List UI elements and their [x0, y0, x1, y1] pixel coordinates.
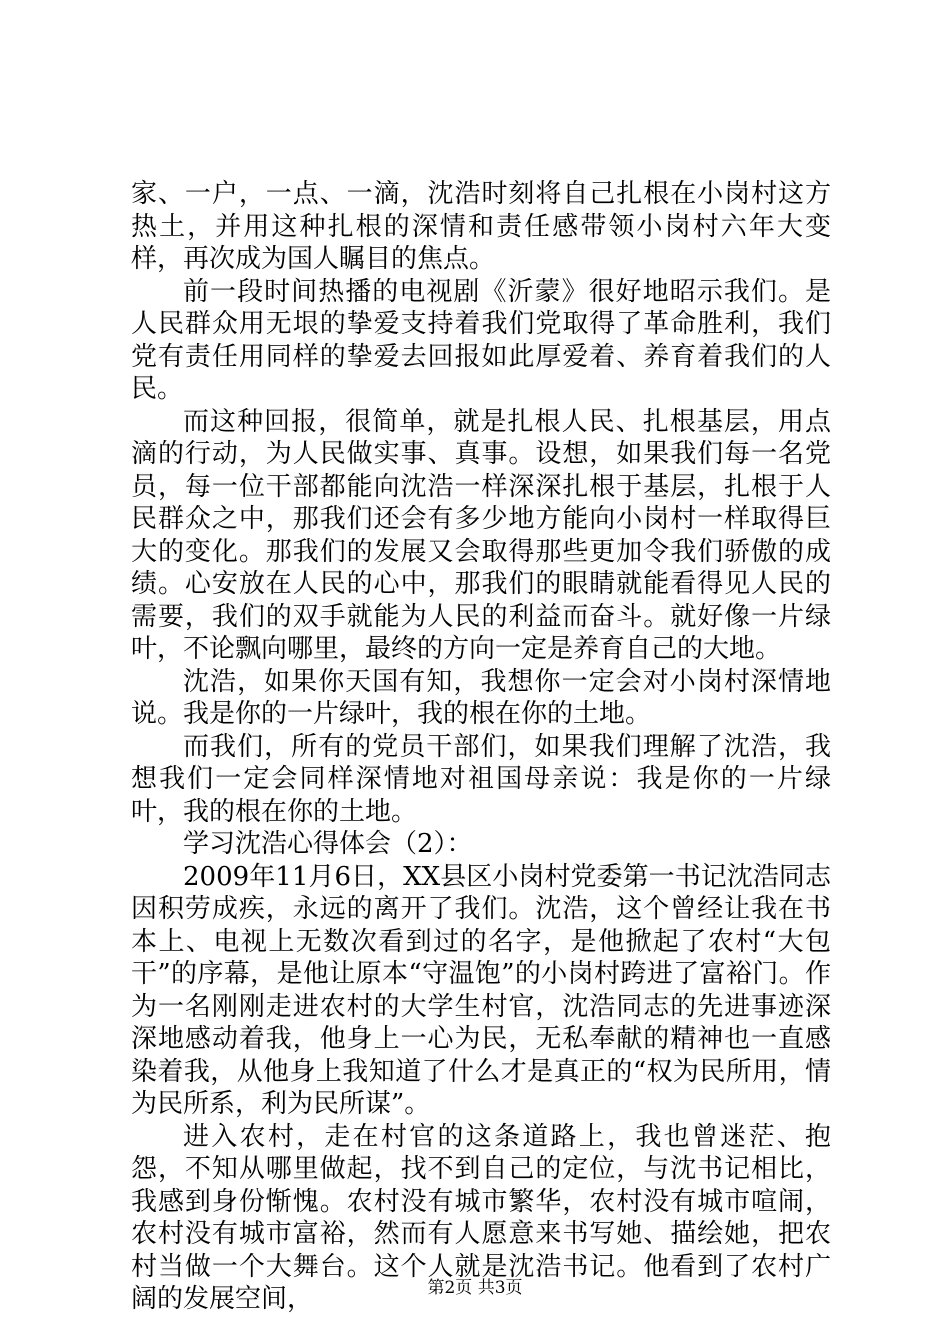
paragraph-7: 进入农村，走在村官的这条道路上，我也曾迷茫、抱怨，不知从哪里做起，找不到自己的定位，与沈书记相比，我感到身份惭愧。农村没有城市繁华，农村没有城市喧闹，农村没有城市富裕，然而有人愿意来书写她、描绘她，把农村当做一个大舞台。这个人就是沈浩书记。他看到了农村广阔的发展空间， — [131, 1121, 831, 1314]
section-heading: 学习沈浩心得体会（2）： — [183, 829, 473, 859]
paragraph-5: 而我们，所有的党员干部们，如果我们理解了沈浩，我想我们一定会同样深情地对祖国母亲说：我是你的一片绿叶，我的根在你的土地。 — [131, 731, 831, 827]
paragraph-3: 而这种回报，很简单，就是扎根人民、扎根基层，用点滴的行动，为人民做实事、真事。设想，如果我们每一名党员，每一位干部都能向沈浩一样深深扎根于基层，扎根于人民群众之中，那我们还会有多少地方能向小岗村一样取得巨大的变化。那我们的发展又会取得那些更加令我们骄傲的成绩。心安放在人民的心中，那我们的眼睛就能看得见人民的需要，我们的双手就能为人民的利益而奋斗。就好像一片绿叶，不论飘向哪里，最终的方向一定是养育自己的大地。 — [131, 406, 831, 664]
paragraph-2: 前一段时间热播的电视剧《沂蒙》很好地昭示我们。是人民群众用无垠的挚爱支持着我们党取得了革命胜利，我们党有责任用同样的挚爱去回报如此厚爱着、养育着我们的人民。 — [131, 276, 831, 404]
document-body — [131, 178, 831, 1316]
page-footer: 第2页 共3页 — [427, 1278, 523, 1298]
paragraph-4: 沈浩，如果你天国有知，我想你一定会对小岗村深情地说。我是你的一片绿叶，我的根在你的土地。 — [131, 666, 831, 729]
paragraph-1: 家、一户，一点、一滴，沈浩时刻将自己扎根在小岗村这方热土，并用这种扎根的深情和责任感带领小岗村六年大变样，再次成为国人瞩目的焦点。 — [131, 179, 831, 274]
paragraph-6: 2009年11月6日，XX县区小岗村党委第一书记沈浩同志因积劳成疾，永远的离开了我们。沈浩，这个曾经让我在书本上、电视上无数次看到过的名字，是他掀起了农村“大包干”的序幕，是他让原本“守温饱”的小岗村跨进了富裕门。作为一名刚刚走进农村的大学生村官，沈浩同志的先进事迹深深地感动着我，他身上一心为民，无私奉献的精神也一直感染着我，从他身上我知道了什么才是真正的“权为民所用，情为民所系，利为民所谋”。 — [131, 861, 831, 1119]
